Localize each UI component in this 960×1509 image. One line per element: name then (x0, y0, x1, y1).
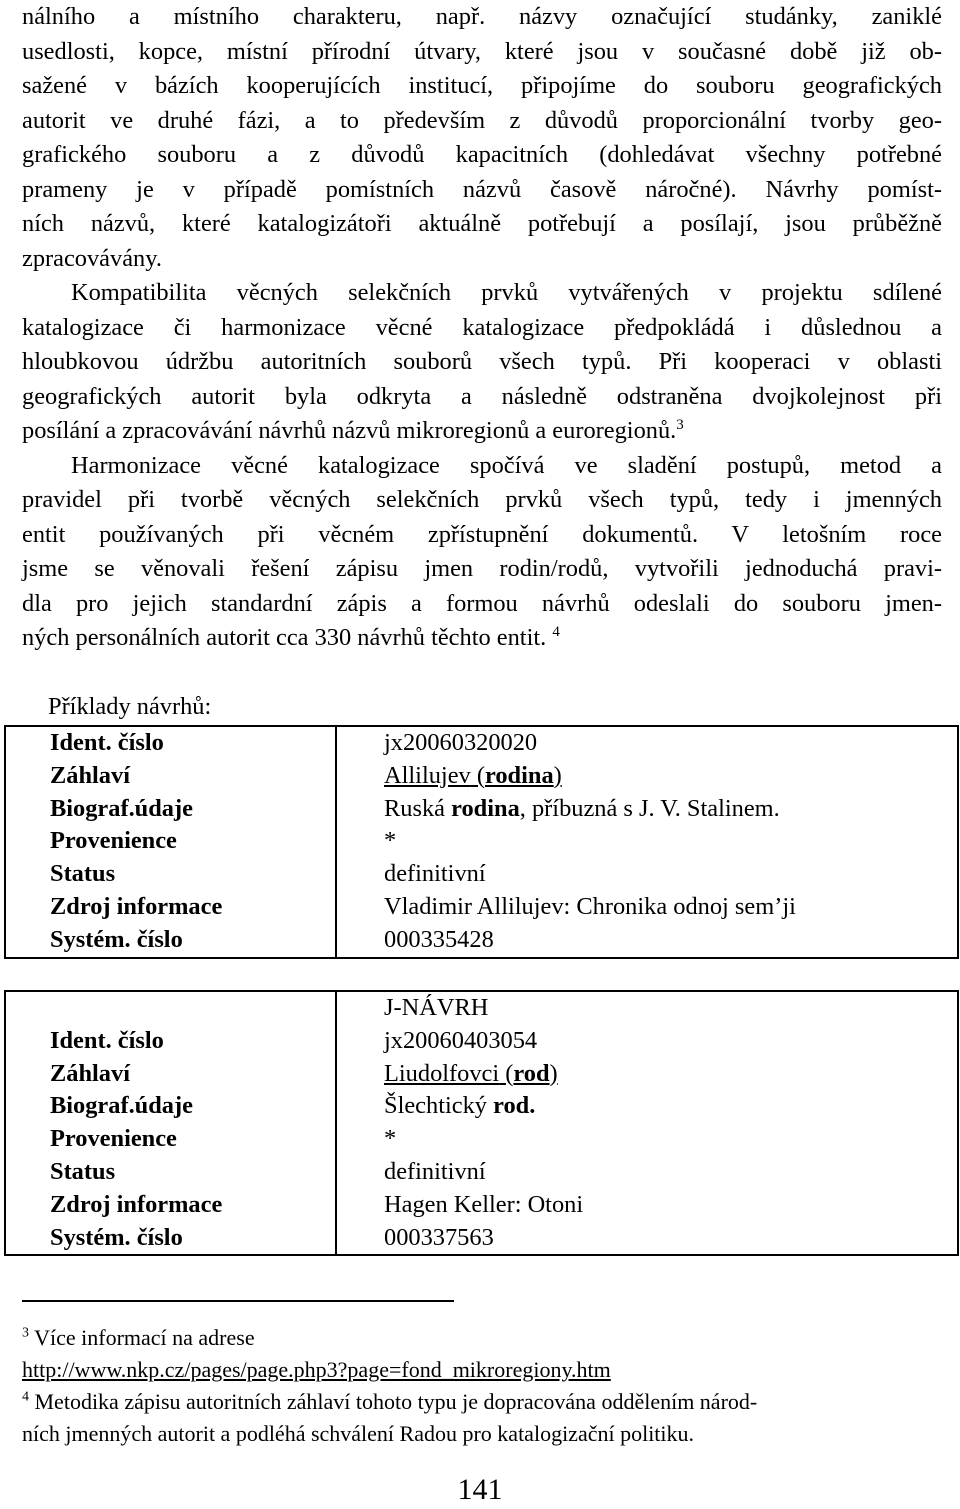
text-line: pravidel při tvorbě věcných selekčních prvků všech typů, tedy i jmenných (22, 486, 942, 513)
text-line: nálního a místního charakteru, např. názvy označující studánky, zaniklé (22, 3, 942, 30)
source-value: Vladimir Allilujev: Chronika odnoj sem’ji (384, 892, 796, 920)
text-line: prameny je v případě pomístních názvů časově náročné). Návrhy pomíst- (22, 175, 942, 203)
bio-bold: rod. (493, 1092, 536, 1120)
text-line (22, 621, 942, 656)
system-number-value: 000337563 (384, 1223, 494, 1251)
text-line: jsme se věnovali řešení zápisu jmen rodin/rodů, vytvořili jednoduchá pravi- (22, 555, 942, 582)
record-values (336, 991, 958, 1255)
field-label: Zdroj informace (50, 1190, 223, 1218)
ident-value: jx20060403054 (384, 1026, 538, 1054)
paragraph-3 (22, 449, 942, 656)
text-line: hloubkovou údržbu autoritních souborů všech typů. Při kooperaci v oblasti (22, 348, 942, 375)
field-label: Záhlaví (50, 1059, 130, 1087)
bio-value (384, 1090, 957, 1123)
field-label: Ident. číslo (50, 729, 164, 756)
text-line: dla pro jejich standardní zápis a formou návrhů odeslali do souboru jmen- (22, 589, 942, 617)
footnotes (22, 1322, 942, 1450)
text-line: ních názvů, které katalogizátoři aktuálně potřebují a posílají, jsou průběžně (22, 210, 942, 237)
examples-heading: Příklady návrhů: (48, 693, 212, 720)
text-line: geografických autorit byla odkryta a následně odstraněna dvojkolejnost při (22, 382, 942, 410)
system-number-value: 000335428 (384, 925, 494, 953)
footnote-ref: 3 (676, 416, 684, 433)
field-label: Ident. číslo (50, 1026, 164, 1054)
text-line: grafického souboru a z důvodů kapacitních (dohledávat všechny potřebné (22, 141, 942, 168)
bio-prefix: Šlechtický (384, 1092, 487, 1120)
heading-value: Liudolfovci (rod) (384, 1059, 558, 1087)
field-label: Záhlaví (50, 761, 130, 789)
text-line (22, 414, 942, 449)
text-line: autorit ve druhé fázi, a to především z důvodů proporcionální tvorby geo- (22, 106, 942, 134)
bio-prefix: Ruská (384, 794, 445, 822)
field-label: Status (50, 1157, 116, 1185)
bio-bold: rodina (451, 794, 520, 822)
record-values (336, 726, 958, 958)
field-label: Biograf.údaje (50, 794, 193, 822)
footnote-ref: 4 (552, 623, 560, 640)
paragraph-1 (22, 0, 942, 276)
authority-record-2 (4, 990, 959, 1256)
heading-qualifier: rodina (484, 761, 554, 789)
field-label: Provenience (50, 827, 177, 855)
field-label: Provenience (50, 1125, 177, 1153)
paragraph-2 (22, 276, 942, 449)
text-line: zpracovávány. (22, 244, 162, 272)
field-label: Zdroj informace (50, 892, 223, 920)
status-value: definitivní (384, 1157, 486, 1185)
source-value: Hagen Keller: Otoni (384, 1190, 584, 1218)
footnote-link[interactable]: http://www.nkp.cz/pages/page.php3?page=fond_mikroregiony.htm (22, 1357, 611, 1382)
text-line: sažené v bázích kooperujících institucí, připojíme do souboru geografických (22, 72, 942, 99)
footnote-number: 3 (22, 1325, 29, 1341)
heading-value: Allilujev (rodina) (384, 761, 562, 789)
footnote-4-continuation: ních jmenných autorit a podléhá schválení Radou pro katalogizační politiku. (22, 1421, 695, 1446)
bio-suffix: , příbuzná s J. V. Stalinem. (519, 794, 780, 822)
record-labels (5, 726, 336, 958)
page-number: 141 (457, 1473, 503, 1506)
status-value: definitivní (384, 860, 486, 888)
footnote-3 (22, 1322, 942, 1354)
footnote-4 (22, 1386, 942, 1418)
footnote-number: 4 (22, 1389, 29, 1405)
footnote-text: Metodika zápisu autoritních záhlaví tohoto typu je dopracována oddělením národ- (34, 1389, 758, 1414)
text-line: Harmonizace věcné katalogizace spočívá ve sladění postupů, metod a (71, 451, 942, 479)
text-line-content: posílání a zpracovávání návrhů názvů mikroregionů a euroregionů. (22, 417, 677, 444)
footnote-3-link-line (22, 1354, 942, 1386)
text-line-content: ných personálních autorit cca 330 návrhů těchto entit. (22, 624, 547, 651)
footnote-separator (22, 1300, 454, 1302)
bio-value (384, 793, 957, 826)
text-line: entit používaných při věcném zpřístupnění dokumentů. V letošním roce (22, 520, 942, 548)
provenience-value: * (384, 827, 397, 855)
label-spacer (50, 992, 335, 1025)
heading-name: Allilujev (384, 761, 471, 789)
page-body (22, 0, 942, 656)
record-marker: J-NÁVRH (384, 994, 489, 1021)
authority-record-1 (4, 725, 959, 959)
text-line: Kompatibilita věcných selekčních prvků vytvářených v projektu sdílené (71, 279, 942, 306)
field-label: Systém. číslo (50, 1223, 183, 1251)
footnote-text: Více informací na adrese (34, 1325, 255, 1350)
heading-qualifier: rod (513, 1059, 550, 1087)
text-line: katalogizace či harmonizace věcné katalogizace předpokládá i důslednou a (22, 313, 942, 341)
field-label: Status (50, 860, 116, 888)
record-labels (5, 991, 336, 1255)
field-label: Systém. číslo (50, 925, 183, 953)
field-label: Biograf.údaje (50, 1092, 193, 1120)
ident-value: jx20060320020 (384, 729, 538, 756)
heading-name: Liudolfovci (384, 1059, 500, 1087)
text-line: usedlosti, kopce, místní přírodní útvary, které jsou v současné době již ob- (22, 37, 942, 65)
provenience-value: * (384, 1125, 397, 1153)
